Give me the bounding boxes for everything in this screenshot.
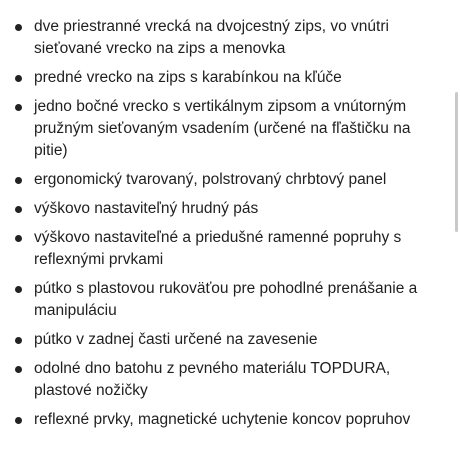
list-item-text: reflexné prvky, magnetické uchytenie koncov popruhov xyxy=(34,411,411,428)
list-item xyxy=(0,358,446,402)
list-item-text: dve priestranné vrecká na dvojcestný zips, vo vnútri sieťované vrecko na zips a menovka xyxy=(34,18,389,57)
list-item-text: jedno bočné vrecko s vertikálnym zipsom a vnútorným pružným sieťovaným vsadením (určené na fľaštičku na pitie) xyxy=(34,98,411,159)
bullet-icon xyxy=(15,24,22,31)
list-item-text: výškovo nastaviteľné a priedušné ramenné popruhy s reflexnými prvkami xyxy=(34,229,402,268)
list-item xyxy=(0,16,446,60)
bullet-icon xyxy=(15,177,22,184)
list-item xyxy=(0,329,446,351)
list-item xyxy=(0,278,446,322)
bullet-icon xyxy=(15,417,22,424)
list-item xyxy=(0,96,446,162)
list-item xyxy=(0,409,446,431)
bullet-icon xyxy=(15,75,22,82)
bullet-icon xyxy=(15,366,22,373)
bullet-icon xyxy=(15,235,22,242)
bullet-icon xyxy=(15,104,22,111)
bullet-icon xyxy=(15,286,22,293)
list-item-text: predné vrecko na zips s karabínkou na kľúče xyxy=(34,69,342,86)
list-item xyxy=(0,227,446,271)
list-item-text: výškovo nastaviteľný hrudný pás xyxy=(34,200,259,217)
scrollbar-thumb[interactable] xyxy=(455,92,458,232)
bullet-icon xyxy=(15,206,22,213)
list-item xyxy=(0,169,446,191)
list-item xyxy=(0,198,446,220)
list-item-text: odolné dno batohu z pevného materiálu TOPDURA, plastové nožičky xyxy=(34,360,391,399)
list-item-text: pútko v zadnej časti určené na zavesenie xyxy=(34,331,318,348)
list-item xyxy=(0,67,446,89)
bullet-icon xyxy=(15,337,22,344)
scrollbar[interactable] xyxy=(452,0,460,450)
list-item-text: pútko s plastovou rukoväťou pre pohodlné prenášanie a manipuláciu xyxy=(34,280,418,319)
list-item-text: ergonomický tvarovaný, polstrovaný chrbtový panel xyxy=(34,171,387,188)
